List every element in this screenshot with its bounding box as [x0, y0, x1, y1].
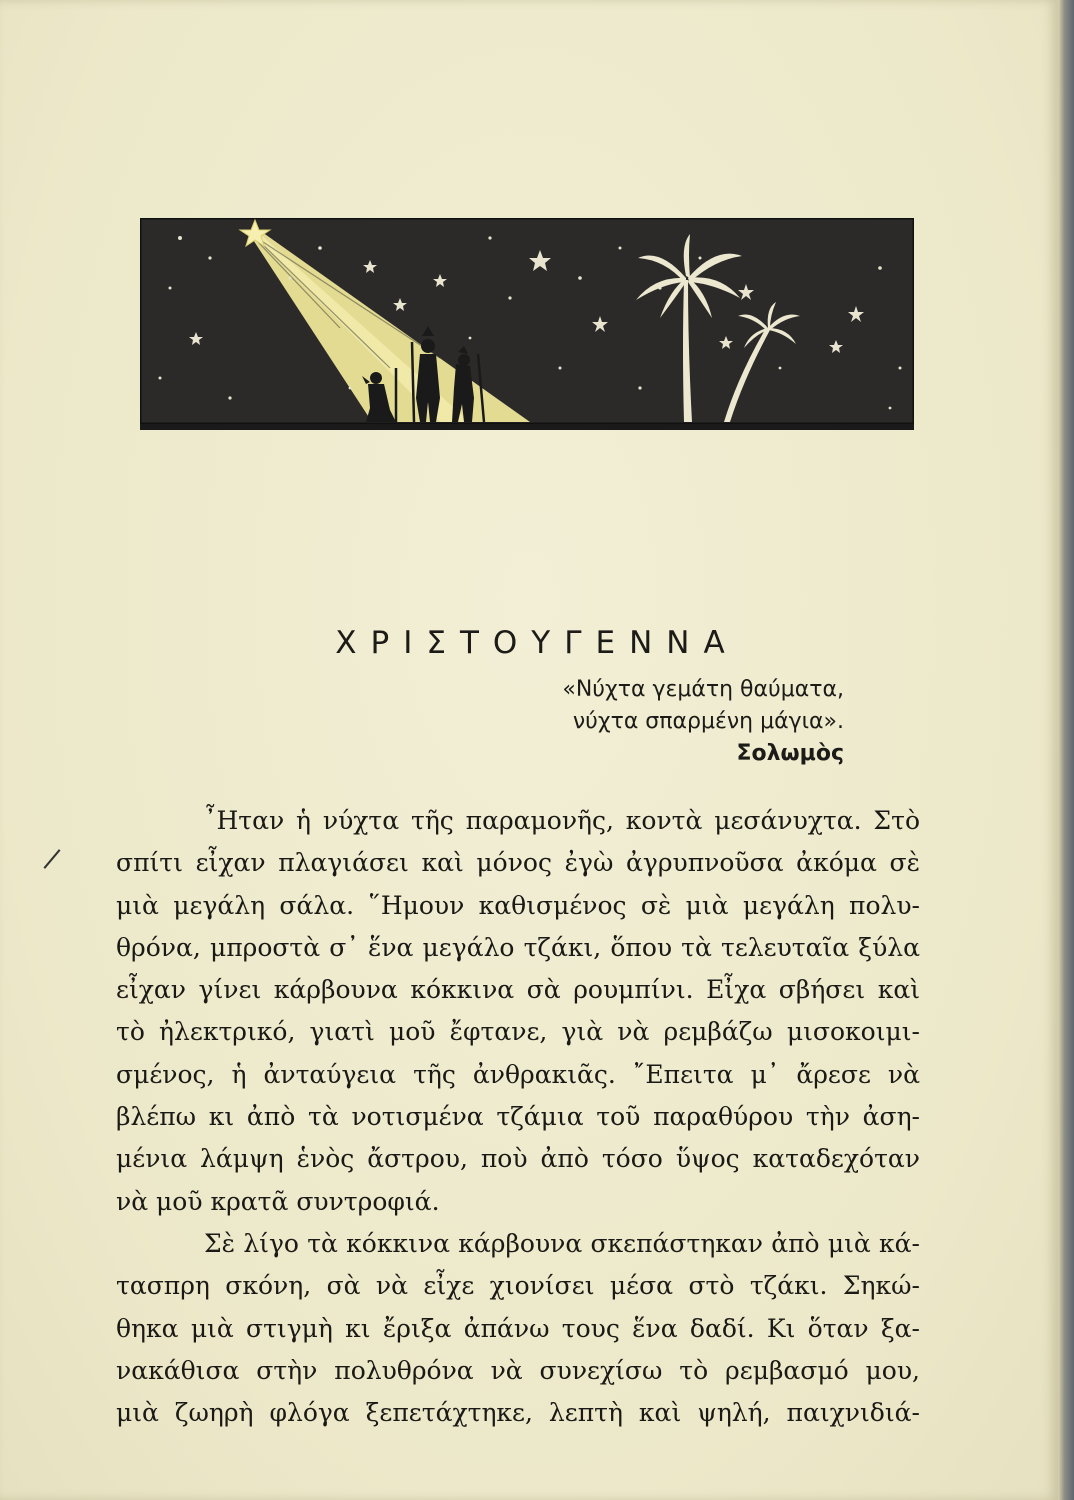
text-line: σπίτι εἶχαν πλαγιάσει καὶ μόνος ἐγὼ ἀγρυπνοῦσα ἀκόμα σὲ: [116, 848, 920, 878]
night-sky: [140, 218, 914, 424]
text-line: εἶχαν γίνει κάρβουνα κόκκινα σὰ ρουμπίνι. Εἶχα σβήσει καὶ: [116, 975, 920, 1005]
epigraph-author: Σολωμὸς: [736, 741, 844, 766]
text-line: τασπρη σκόνη, σὰ νὰ εἶχε χιονίσει μέσα στὸ τζάκι. Σηκώ-: [116, 1271, 920, 1301]
text-line: νὰ μοῦ κρατᾶ συντροφιά.: [116, 1186, 440, 1216]
ground-line: [140, 424, 914, 430]
chapter-title: ΧΡΙΣΤΟΥΓΕΝΝΑ: [335, 624, 739, 661]
text-line: θρόνα, μπροστὰ σ᾽ ἕνα μεγάλο τζάκι, ὅπου τὰ τελευταῖα ξύλα: [116, 932, 920, 962]
text-line: Σὲ λίγο τὰ κόκκινα κάρβουνα σκεπάστηκαν ἀπὸ μιὰ κά-: [204, 1228, 920, 1258]
text-line: νακάθισα στὴν πολυθρόνα νὰ συνεχίσω τὸ ρεμβασμό μου,: [116, 1355, 920, 1385]
text-line: ῏Ηταν ἡ νύχτα τῆς παραμονῆς, κοντὰ μεσάνυχτα. Στὸ: [204, 806, 920, 835]
text-line: μιὰ μεγάλη σάλα. ῞Ημουν καθισμένος σὲ μιὰ μεγάλη πολυ-: [116, 890, 920, 920]
text-line: μένια λάμψη ἑνὸς ἄστρου, ποὺ ἀπὸ τόσο ὕψος καταδεχόταν: [116, 1144, 920, 1174]
text-line: τὸ ἠλεκτρικό, γιατὶ μοῦ ἔφτανε, γιὰ νὰ ρεμβάζω μισοκοιμι-: [116, 1017, 920, 1047]
nativity-illustration: [140, 218, 914, 436]
text-line: θηκα μιὰ στιγμὴ κι ἔριξα ἀπάνω τους ἕνα δαδί. Κι ὅταν ξα-: [116, 1313, 920, 1343]
text-line: σμένος, ἡ ἀνταύγεια τῆς ἀνθρακιᾶς. ῎Επειτα μ᾽ ἄρεσε νὰ: [116, 1059, 920, 1089]
page-edge: [1058, 0, 1074, 1500]
paragraph: [116, 800, 920, 1223]
paragraph: [116, 1223, 920, 1434]
text-line: μιὰ ζωηρὴ φλόγα ξεπετάχτηκε, λεπτὴ καὶ ψηλή, παιχνιδιά-: [116, 1398, 920, 1428]
body-text: [116, 800, 920, 1434]
text-line: βλέπω κι ἀπὸ τὰ νοτισμένα τζάμια τοῦ παραθύρου τὴν ἀση-: [116, 1102, 920, 1132]
margin-pencil-mark: [44, 849, 61, 869]
epigraph-line: νύχτα σπαρμένη μάγια».: [572, 709, 844, 734]
epigraph-line: «Νύχτα γεμάτη θαύματα,: [562, 677, 844, 702]
epigraph: [562, 674, 844, 770]
